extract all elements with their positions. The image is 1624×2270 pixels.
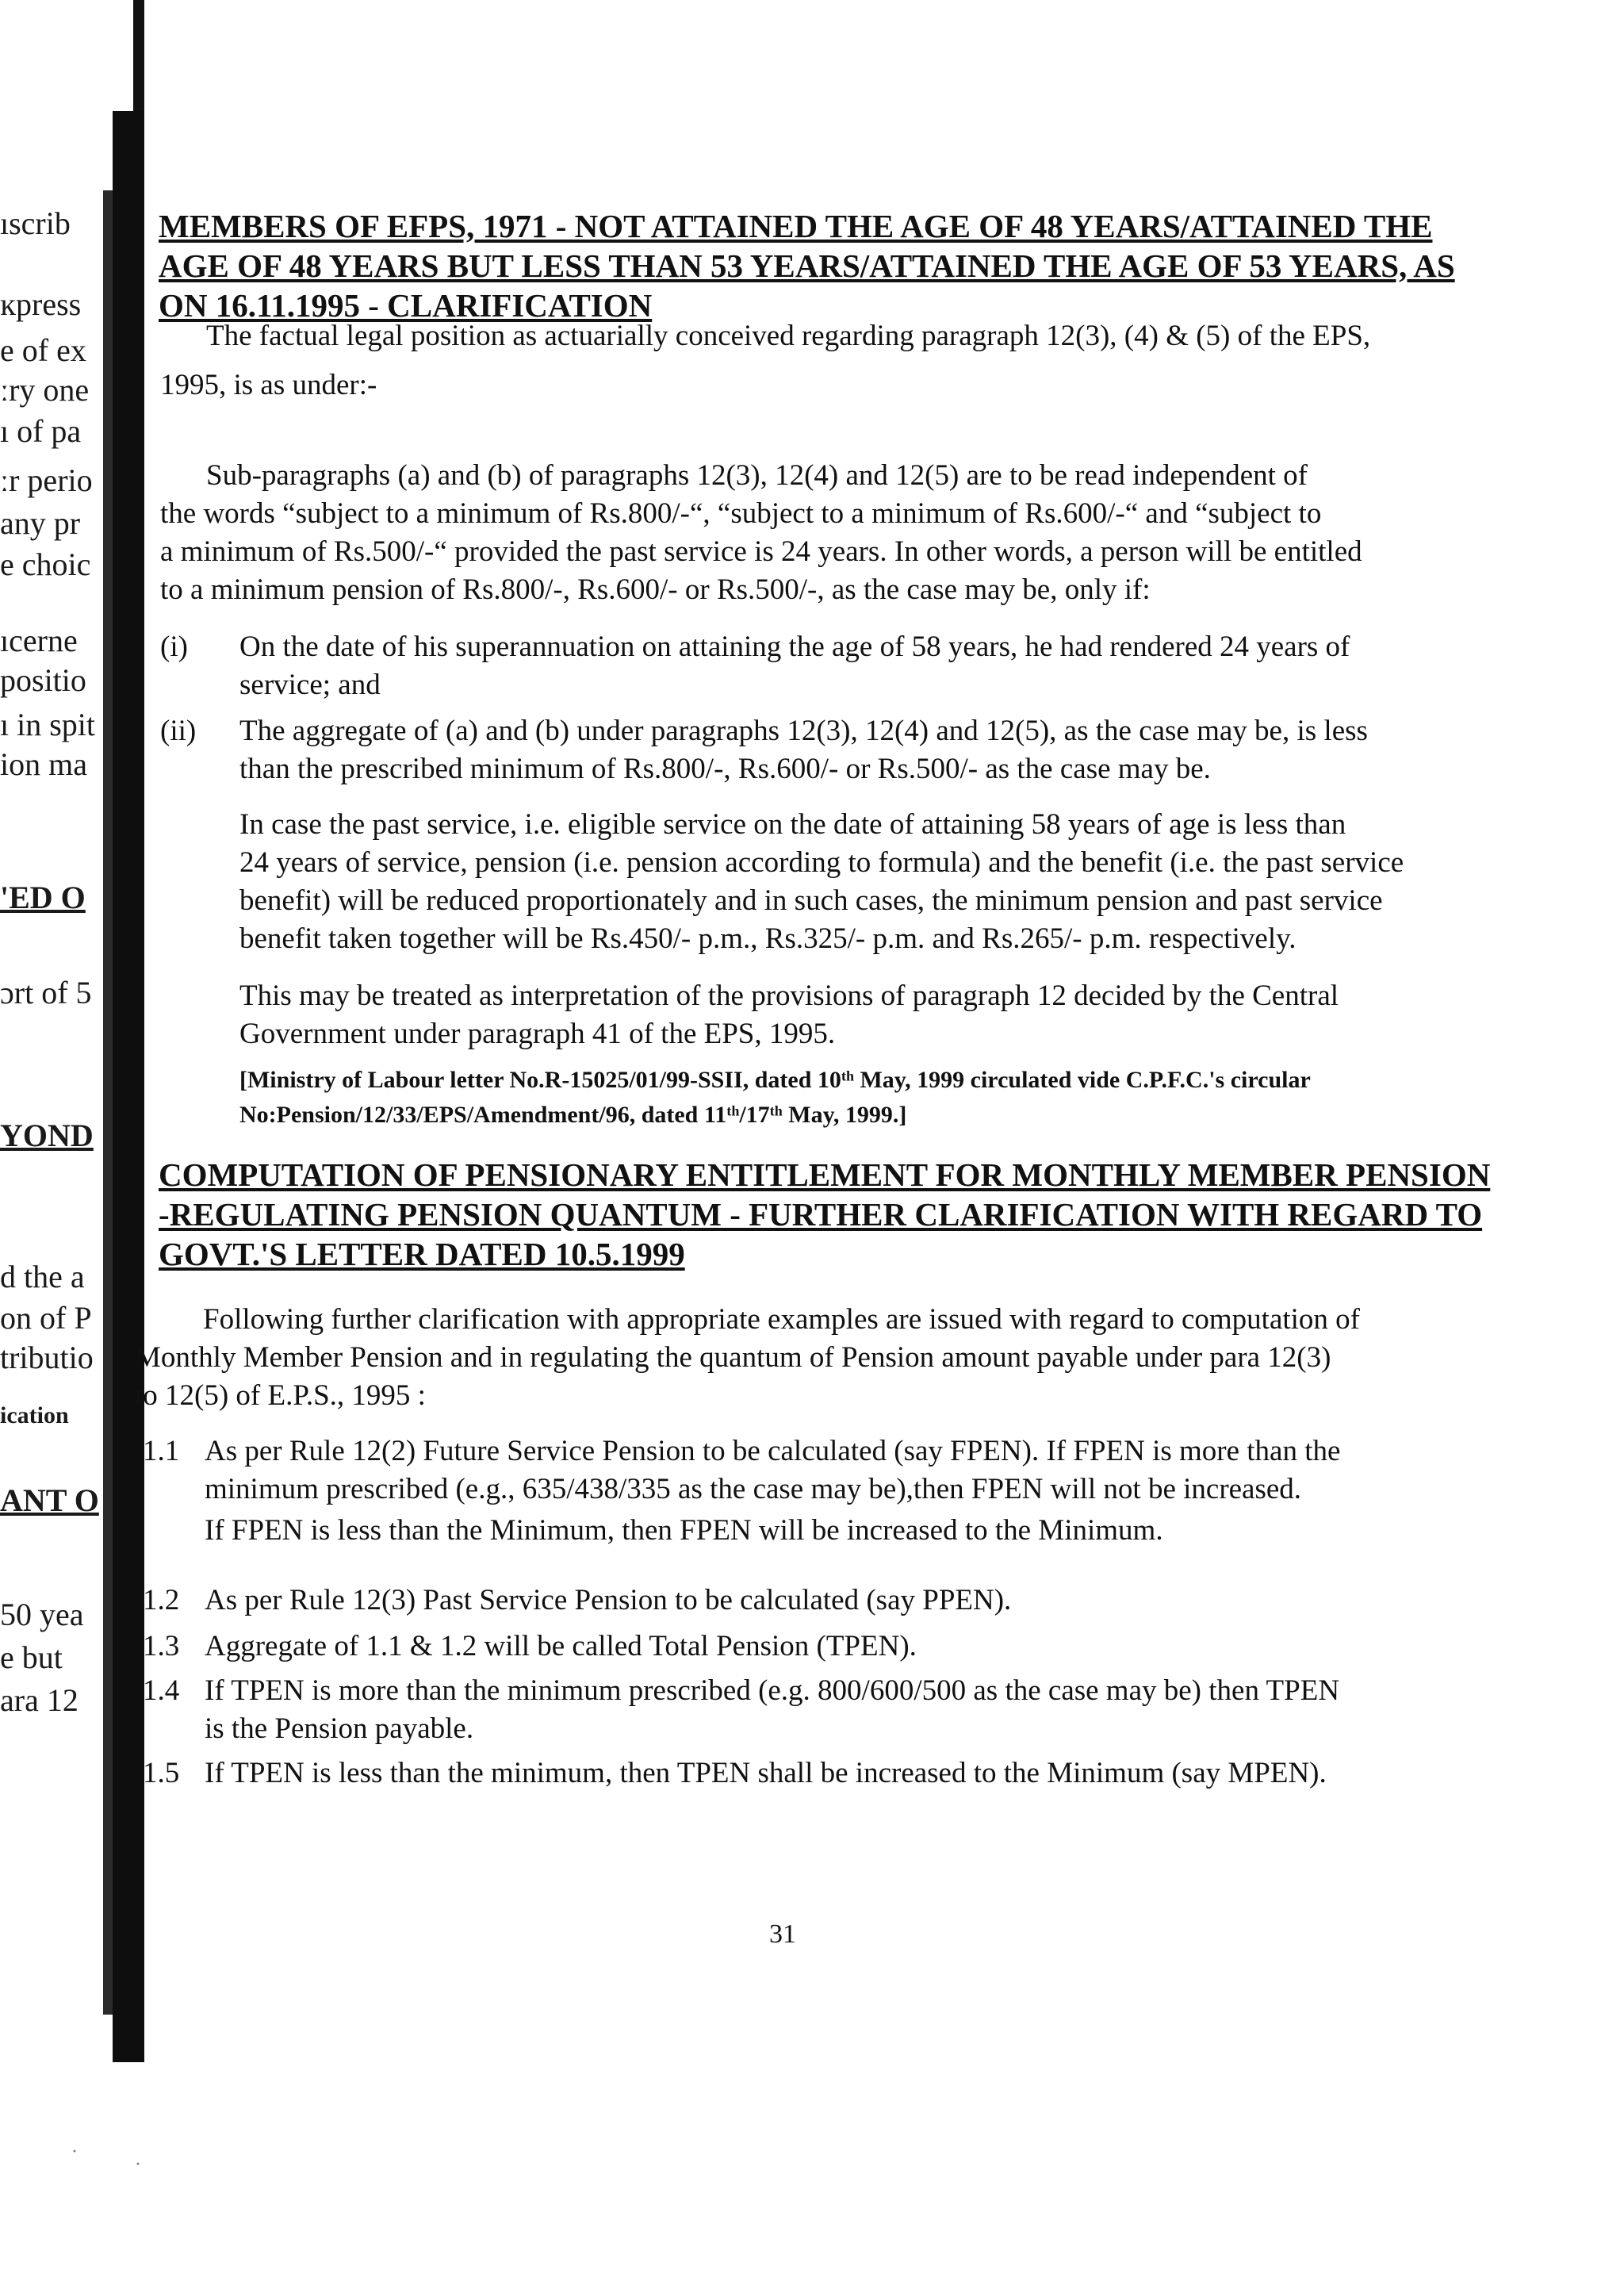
margin-fragment: ıcerne	[0, 623, 78, 658]
item-line: As per Rule 12(3) Past Service Pension to be calculated (say PPEN).	[205, 1584, 1012, 1616]
interpretation-line: Government under paragraph 41 of the EPS, 1995.	[239, 1018, 836, 1050]
margin-fragment: ANT O	[0, 1482, 99, 1518]
margin-fragment: tributio	[0, 1340, 94, 1375]
item-line: If TPEN is more than the minimum prescribed (e.g. 800/600/500 as the case may be) then TPEN	[205, 1674, 1340, 1707]
margin-fragment: e of ex	[0, 332, 86, 368]
margin-fragment: ı in spit	[0, 707, 96, 742]
item-number: 1.4	[143, 1674, 180, 1707]
margin-fragment: YOND	[0, 1118, 94, 1153]
margin-fragment: ːry one	[0, 372, 90, 408]
margin-fragment: d the a	[0, 1259, 85, 1294]
section1-intro-line: 1995, is as under:-	[160, 369, 377, 401]
section1-sub-line: to a minimum pension of Rs.800/-, Rs.600/- or Rs.500/-, as the case may be, only if:	[160, 573, 1151, 606]
item-line: If FPEN is less than the Minimum, then FPEN will be increased to the Minimum.	[205, 1514, 1163, 1547]
item-line: is the Pension payable.	[205, 1712, 474, 1745]
condition-line: The aggregate of (a) and (b) under paragraphs 12(3), 12(4) and 12(5), as the case may be, is less	[239, 715, 1368, 747]
computation-item	[143, 1582, 1475, 1621]
section1-sub-line: the words “subject to a minimum of Rs.800/-“, “subject to a minimum of Rs.600/-“ and “subject to	[160, 497, 1322, 530]
margin-fragment: ɔrt of 5	[0, 975, 92, 1010]
section1-sub-line: a minimum of Rs.500/-“ provided the past service is 24 years. In other words, a person will be entitled	[160, 535, 1362, 568]
scan-speck: ·	[135, 2154, 141, 2175]
condition-line: than the prescribed minimum of Rs.800/-, Rs.600/- or Rs.500/- as the case may be.	[239, 753, 1211, 785]
citation-line: No:Pension/12/33/EPS/Amendment/96, dated 11ᵗʰ/17ᵗʰ May, 1999.]	[239, 1102, 907, 1128]
margin-fragment: ıscrib	[0, 205, 71, 241]
margin-fragment: e choic	[0, 546, 91, 582]
page-number: 31	[769, 1919, 796, 1949]
past-service-line: benefit) will be reduced proportionately and in such cases, the minimum pension and past service	[239, 884, 1383, 917]
page-content	[127, 0, 1491, 2270]
computation-item	[143, 1754, 1475, 1794]
margin-fragment: any pr	[0, 505, 81, 541]
margin-fragment: e but	[0, 1639, 63, 1675]
section1-heading-line: MEMBERS OF EFPS, 1971 - NOT ATTAINED THE AGE OF 48 YEARS/ATTAINED THE	[159, 208, 1433, 244]
condition-line: On the date of his superannuation on attaining the age of 58 years, he had rendered 24 years of	[239, 631, 1350, 663]
item-number: 1.5	[143, 1757, 180, 1789]
margin-fragment: ara 12	[0, 1682, 79, 1718]
computation-item	[143, 1672, 1475, 1751]
margin-fragment: positio	[0, 662, 86, 698]
scan-speck: ·	[71, 2142, 78, 2162]
margin-fragment: ı of pa	[0, 413, 82, 449]
margin-fragment: ication	[0, 1402, 69, 1428]
item-line: As per Rule 12(2) Future Service Pension to be calculated (say FPEN). If FPEN is more than the	[205, 1435, 1341, 1467]
past-service-line: 24 years of service, pension (i.e. pension according to formula) and the benefit (i.e. the past service	[239, 846, 1404, 879]
section1-sub-line: Sub-paragraphs (a) and (b) of paragraphs 12(3), 12(4) and 12(5) are to be read independent of	[206, 459, 1308, 492]
past-service-line: In case the past service, i.e. eligible service on the date of attaining 58 years of age is less than	[239, 808, 1346, 841]
section2-heading-line: COMPUTATION OF PENSIONARY ENTITLEMENT FOR MONTHLY MEMBER PENSION	[159, 1156, 1491, 1193]
citation-line: [Ministry of Labour letter No.R-15025/01/99-SSII, dated 10ᵗʰ May, 1999 circulated vide C.P.F.C.'s circular	[239, 1067, 1311, 1093]
condition-number: (ii)	[160, 715, 197, 747]
margin-fragment: ːr perio	[0, 462, 93, 498]
margin-fragment: on of P	[0, 1300, 92, 1336]
condition-line: service; and	[239, 669, 381, 701]
section1-heading-line: ON 16.11.1995 - CLARIFICATION	[159, 287, 653, 324]
computation-item	[143, 1628, 1475, 1667]
item-line: minimum prescribed (e.g., 635/438/335 as the case may be),then FPEN will not be increased.	[205, 1473, 1302, 1505]
section1-heading-line: AGE OF 48 YEARS BUT LESS THAN 53 YEARS/ATTAINED THE AGE OF 53 YEARS, AS	[159, 247, 1455, 284]
item-number: 1.2	[143, 1584, 180, 1616]
interpretation-line: This may be treated as interpretation of the provisions of paragraph 12 decided by the Central	[239, 980, 1339, 1012]
section1-intro-line: The factual legal position as actuarially conceived regarding paragraph 12(3), (4) & (5) of the EPS,	[206, 320, 1371, 352]
section2-intro-line: to 12(5) of E.P.S., 1995 :	[135, 1379, 426, 1412]
item-line: If TPEN is less than the minimum, then TPEN shall be increased to the Minimum (say MPEN).	[205, 1757, 1327, 1789]
margin-fragment: 50 yea	[0, 1597, 84, 1632]
section2-intro-line: Following further clarification with appropriate examples are issued with regard to computation of	[203, 1303, 1361, 1336]
section2-heading-line: GOVT.'S LETTER DATED 10.5.1999	[159, 1236, 685, 1272]
section2-intro-line: Monthly Member Pension and in regulating the quantum of Pension amount payable under para 12(3)	[135, 1341, 1331, 1374]
computation-item	[143, 1432, 1475, 1551]
margin-fragment: 'ED O	[0, 880, 86, 915]
margin-fragment: ion ma	[0, 746, 87, 782]
item-number: 1.3	[143, 1630, 180, 1662]
condition-item	[160, 628, 1461, 707]
item-number: 1.1	[143, 1435, 180, 1467]
section2-heading-line: -REGULATING PENSION QUANTUM - FURTHER CLARIFICATION WITH REGARD TO	[159, 1196, 1483, 1233]
condition-item	[160, 712, 1461, 792]
margin-fragment: ĸpress	[0, 286, 82, 322]
condition-number: (i)	[160, 631, 188, 663]
past-service-line: benefit taken together will be Rs.450/- p.m., Rs.325/- p.m. and Rs.265/- p.m. respectively.	[239, 922, 1297, 955]
item-line: Aggregate of 1.1 & 1.2 will be called Total Pension (TPEN).	[205, 1630, 917, 1662]
